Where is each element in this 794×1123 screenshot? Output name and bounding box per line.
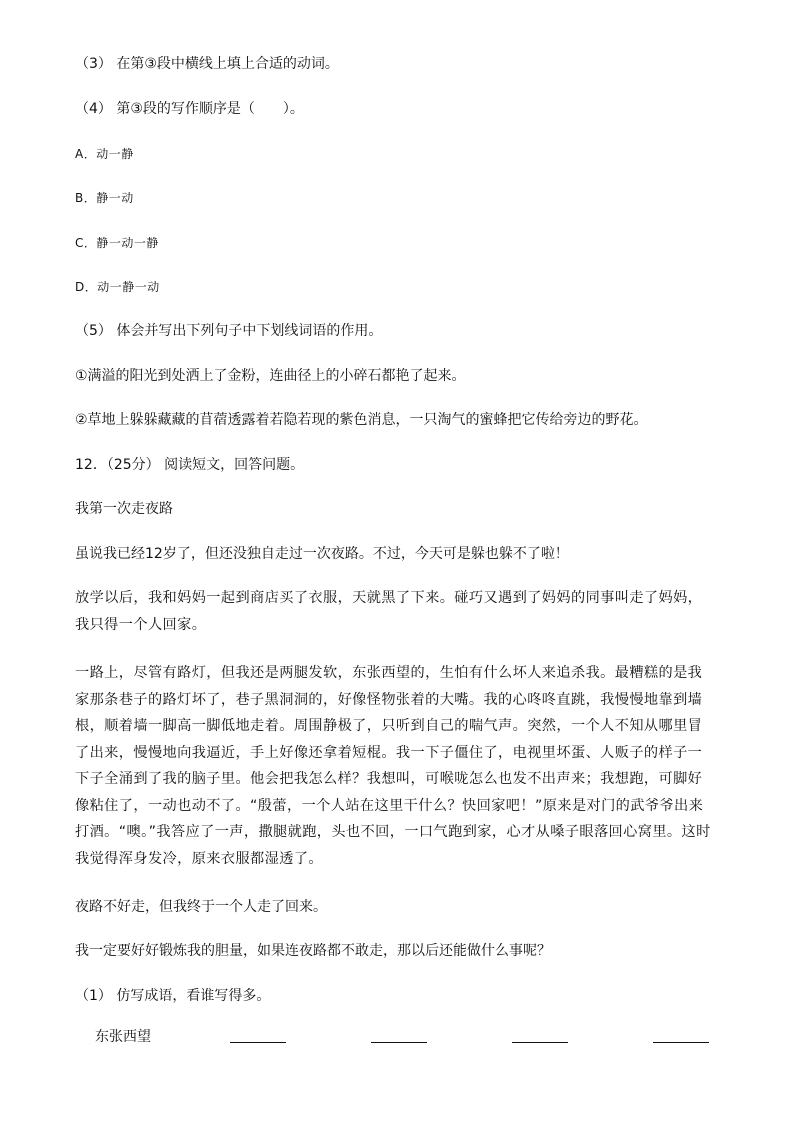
passage-paragraph-4: 夜路不好走，但我终于一个人走了回来。 [75,899,327,915]
answer-blank-1[interactable] [230,1042,286,1043]
answer-blank-4[interactable] [653,1042,709,1043]
answer-blank-3[interactable] [512,1042,568,1043]
option-b: B．静一动 [75,191,134,205]
passage-paragraph-1: 虽说我已经12岁了，但还没独自走过一次夜路。不过，今天可是躲也躲不了啦！ [75,546,569,562]
option-d: D．动一静一动 [75,280,160,294]
answer-blank-2[interactable] [371,1042,427,1043]
passage-paragraph-5: 我一定要好好锻炼我的胆量，如果连夜路都不敢走，那以后还能做什么事呢？ [75,943,551,959]
passage-title: 我第一次走夜路 [75,501,173,517]
example-idiom: 东张西望 [95,1029,151,1045]
question-1: （1） 仿写成语，看谁写得多。 [75,988,271,1004]
passage-paragraph-2: 放学以后，我和妈妈一起到商店买了衣服，天就黑了下来。碰巧又遇到了妈妈的同事叫走了妈妈，我只得一个人回家。 [75,590,703,633]
question-4: （4） 第③段的写作顺序是（ ）。 [75,101,304,117]
passage-paragraph-3: 一路上，尽管有路灯，但我还是两腿发软，东张西望的，生怕有什么坏人来追杀我。最糟糕的是我家那条巷子的路灯坏了，巷子黑洞洞的，好像怪物张着的大嘴。我的心咚咚直跳，我慢慢地靠到墙根，顺着墙一脚高一脚低地走着。周围静极了，只听到自己的喘气声。突然，一个人不知从哪里冒了出来，慢慢地向我逼近，手上好像还拿着短棍。我一下子僵住了，电视里坏蛋、人贩子的样子一下子全涌到了我的脑子里。他会把我怎么样？我想叫，可喉咙怎么也发不出声来；我想跑，可脚好像粘住了，一动也动不了。“殷蕾，一个人站在这里干什么？快回家吧！”原来是对门的武爷爷出来打酒。“噢。”我答应了一声，撒腿就跑，头也不回，一口气跑到家，心才从嗓子眼落回心窝里。这时我觉得浑身发冷，原来衣服都湿透了。 [75,665,711,867]
sentence-2: ②草地上躲躲藏藏的苜蓿透露着若隐若现的紫色消息，一只淘气的蜜蜂把它传给旁边的野花。 [75,412,648,428]
question-12: 12．（25分） 阅读短文，回答问题。 [75,457,305,473]
option-c: C．静一动一静 [75,236,159,250]
question-5: （5） 体会并写出下列句子中下划线词语的作用。 [75,323,383,339]
option-a: A．动一静 [75,147,134,161]
question-3: （3） 在第③段中横线上填上合适的动词。 [75,56,339,72]
sentence-1: ①满溢的阳光到处洒上了金粉，连曲径上的小碎石都艳了起来。 [75,368,466,384]
